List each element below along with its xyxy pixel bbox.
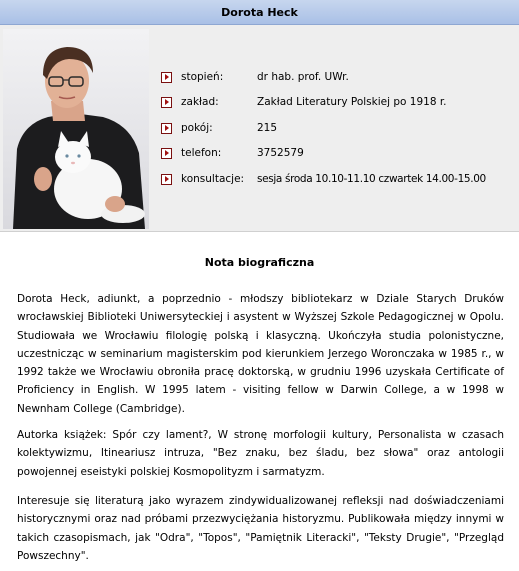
info-label: zakład: [181,96,219,108]
info-label: stopień: [181,71,224,83]
info-row-degree [161,69,349,85]
bio-paragraph: Interesuje się literaturą jako wyrazem zindywidualizowanej refleksji nad doświadczeniami historycznymi oraz nad próbami przezwyciężania historyzmu. Publikowała między innymi w takich czasopismach, jak "Odra", "Topos", "Pamiętnik Literacki", "Teksty Drugie", "Przegląd Powszechny". [17,495,504,562]
info-row-phone [161,145,304,161]
arrow-bullet-icon [161,174,172,185]
info-row-room [161,120,277,136]
bio-heading: Nota biograficzna [204,256,315,269]
info-value: Zakład Literatury Polskiej po 1918 r. [257,96,447,108]
info-value: sesja środa 10.10-11.10 czwartek 14.00-15.00 [257,173,486,185]
profile-header [0,25,519,232]
arrow-bullet-icon [161,97,172,108]
info-value: 3752579 [257,147,304,159]
info-label: pokój: [181,122,213,134]
arrow-bullet-icon [161,72,172,83]
info-value: dr hab. prof. UWr. [257,71,349,83]
arrow-bullet-icon [161,148,172,159]
info-row-consultations [161,171,486,187]
bio-paragraph: Autorka książek: Spór czy lament?, W stronę morfologii kultury, Personalista w czasach kolektywizmu, Itineariusz intruza, "Bez znaku, bez śladu, bez słowa" oraz antologii powojennej eseistyki polskiej Kosmopolityzm i sarmatyzm. [17,429,504,478]
arrow-bullet-icon [161,123,172,134]
bio-paragraph: Dorota Heck, adiunkt, a poprzednio - młodszy bibliotekarz w Dziale Starych Druków wrocławskiej Biblioteki Uniwersyteckiej i asystent w Wyższej Szkole Pedagogicznej w Opolu. Studiowała we Wrocławiu filologię polską i klasyczną. Ukończyła studia polonistyczne, uczestnicząc w seminarium magisterskim pod kierunkiem Jerzego Woronczaka w 1985 r., w 1992 także we Wrocławiu obroniła pracę doktorską, w grudniu 1996 uzyskała Certificate of Proficiency in English. W 1995 latem - visiting fellow w Darwin College, a w 1998 w Newnham College (Cambridge). [17,293,504,415]
page-title: Dorota Heck [0,0,519,25]
info-row-department [161,94,447,110]
info-value: 215 [257,122,278,134]
profile-photo [3,29,149,229]
info-label: telefon: [181,147,222,159]
info-label: konsultacje: [181,173,245,185]
